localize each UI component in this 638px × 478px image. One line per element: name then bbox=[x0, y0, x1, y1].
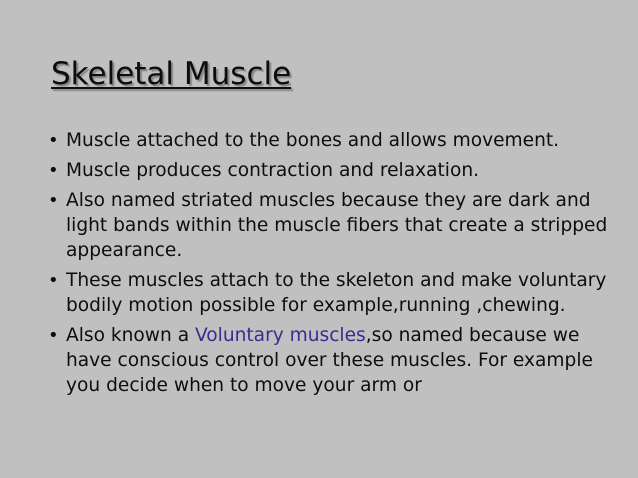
bullet-marker: • bbox=[48, 270, 59, 291]
bullet-marker: • bbox=[48, 190, 59, 211]
bullet-text: Also named striated muscles because they are dark and light bands within the muscle fibers that create a stripped appearance. bbox=[66, 190, 608, 261]
bullet-text: Muscle attached to the bones and allows movement. bbox=[66, 130, 560, 151]
bullet-text-before: Also known a bbox=[66, 325, 195, 346]
bullet-item bbox=[48, 268, 608, 318]
bullet-text bbox=[66, 325, 593, 396]
bullet-marker: • bbox=[48, 130, 59, 151]
bullet-text: These muscles attach to the skeleton and make voluntary bodily motion possible for example,running ,chewing. bbox=[66, 270, 607, 316]
bullet-item bbox=[48, 128, 608, 153]
bullet-text-after: ,so named because we have conscious control over these muscles. For example you decide when to move your arm or bbox=[66, 325, 593, 396]
bullet-item bbox=[48, 188, 608, 263]
bullet-list bbox=[48, 128, 608, 403]
bullet-text: Muscle produces contraction and relaxation. bbox=[66, 160, 480, 181]
slide-title: Skeletal Muscle bbox=[51, 56, 292, 92]
highlighted-term: Voluntary muscles bbox=[195, 325, 366, 346]
bullet-item bbox=[48, 158, 608, 183]
bullet-marker: • bbox=[48, 160, 59, 181]
bullet-marker: • bbox=[48, 325, 59, 346]
bullet-item bbox=[48, 323, 608, 398]
